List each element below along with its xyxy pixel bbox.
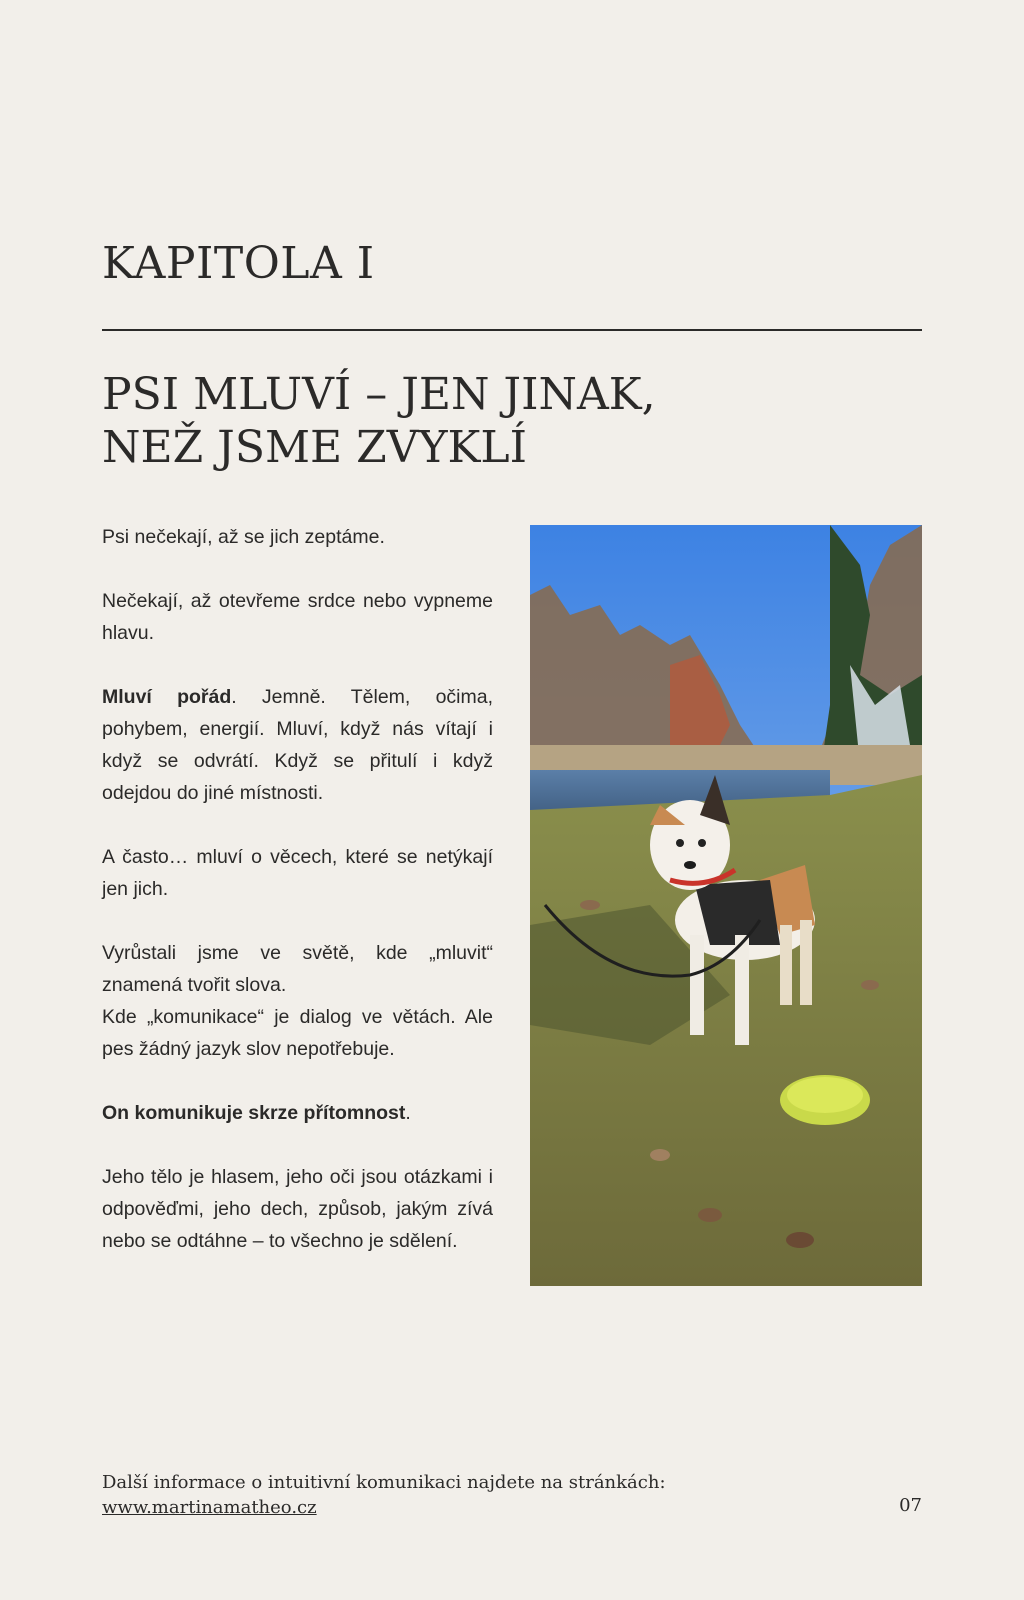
title-line-2: NEŽ JSME ZVYKLÍ	[102, 422, 527, 473]
paragraph-3	[102, 681, 493, 809]
website-link[interactable]: www.martinamatheo.cz	[102, 1497, 317, 1518]
paragraph-4: A často… mluví o věcech, které se netýkají jen jich.	[102, 846, 493, 900]
paragraph-3-rest: . Jemně. Tělem, očima, pohybem, energií. Mluví, když nás vítají i když se odvrátí. Když se přitulí i když odejdou do jiné místnosti.	[102, 686, 494, 804]
title-line-1: PSI MLUVÍ – JEN JINAK,	[102, 369, 656, 420]
page-title	[102, 368, 656, 474]
divider	[102, 329, 922, 331]
paragraph-6	[102, 1097, 493, 1129]
paragraph-3-bold: Mluví pořád	[102, 686, 232, 708]
footer	[102, 1470, 666, 1520]
paragraph-7: Jeho tělo je hlasem, jeho oči jsou otázkami i odpověďmi, jeho dech, způsob, jakým zívá nebo se odtáhne – to všechno je sdělení.	[102, 1166, 493, 1252]
dog-photo-illustration	[530, 525, 922, 1286]
paragraph-6-rest: .	[405, 1102, 411, 1124]
paragraph-5b: Kde „komunikace“ je dialog ve větách. Ale pes žádný jazyk slov nepotřebuje.	[102, 1006, 493, 1060]
paragraph-1: Psi nečekají, až se jich zeptáme.	[102, 526, 385, 548]
paragraph-2: Nečekají, až otevřeme srdce nebo vypneme hlavu.	[102, 590, 493, 644]
chapter-heading: KAPITOLA I	[102, 238, 375, 289]
body-text	[102, 521, 493, 1257]
paragraph-5a: Vyrůstali jsme ve světě, kde „mluvit“ znamená tvořit slova.	[102, 942, 493, 996]
dog-photo	[530, 525, 922, 1286]
page-number: 07	[899, 1495, 922, 1516]
footer-text: Další informace o intuitivní komunikaci najdete na stránkách:	[102, 1472, 666, 1493]
paragraph-6-bold: On komunikuje skrze přítomnost	[102, 1102, 406, 1124]
